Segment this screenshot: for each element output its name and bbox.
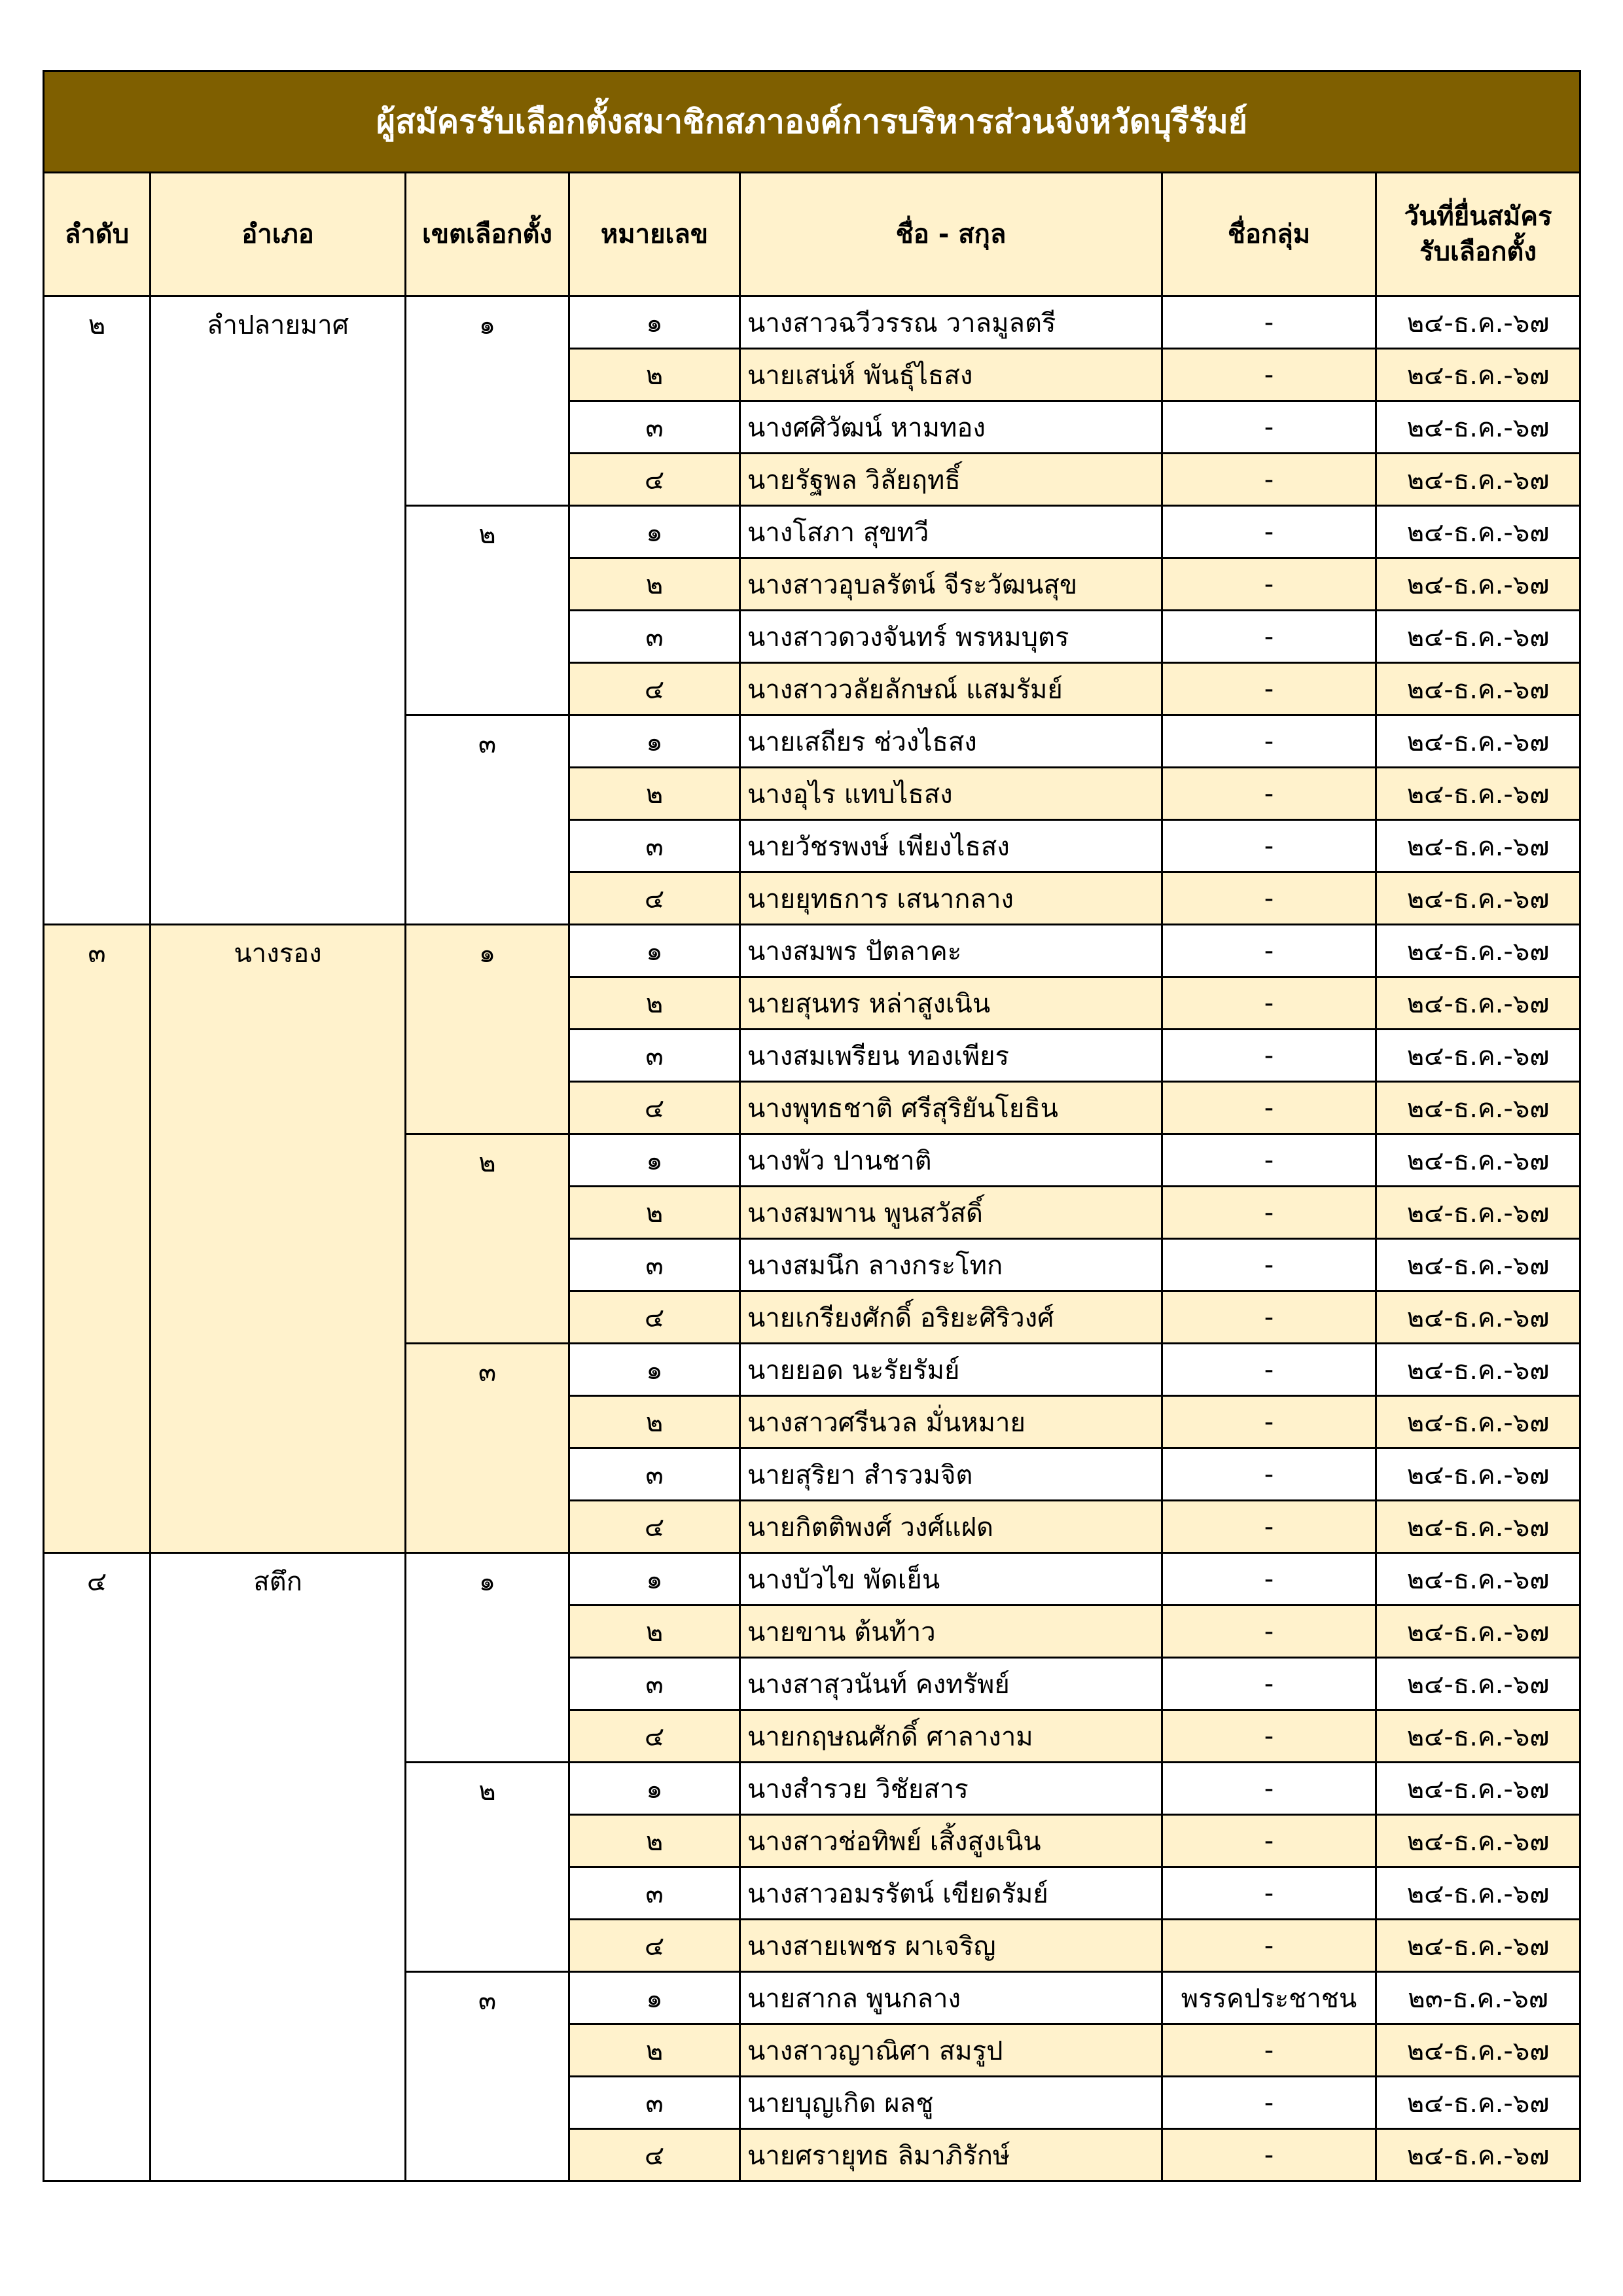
candidate-date-cell: ๒๔-ธ.ค.-๖๗ [1376,1815,1580,1867]
candidate-number-cell: ๓ [569,401,740,454]
candidate-date-cell: ๒๔-ธ.ค.-๖๗ [1376,715,1580,768]
header-group: ชื่อกลุ่ม [1162,173,1376,296]
candidate-group-cell: - [1162,1658,1376,1710]
candidate-table [43,70,1581,2182]
candidate-date-cell: ๒๔-ธ.ค.-๖๗ [1376,401,1580,454]
candidate-name-cell: นางสาวอุบลรัตน์ จีระวัฒนสุข [740,558,1162,611]
candidate-number-cell: ๔ [569,454,740,506]
candidate-group-cell: - [1162,872,1376,925]
candidate-group-cell: - [1162,1815,1376,1867]
candidate-number-cell: ๓ [569,1658,740,1710]
district-cell: ลำปลายมาศ [151,296,406,925]
candidate-date-cell: ๒๔-ธ.ค.-๖๗ [1376,1763,1580,1815]
zone-cell: ๑ [406,925,569,1134]
header-date-line1: วันที่ยื่นสมัคร [1404,202,1552,232]
candidate-number-cell: ๓ [569,1867,740,1920]
candidate-name-cell: นางสำรวย วิชัยสาร [740,1763,1162,1815]
candidate-name-cell: นางสมนึก ลางกระโทก [740,1239,1162,1291]
candidate-number-cell: ๒ [569,1605,740,1658]
candidate-name-cell: นายสุนทร หล่าสูงเนิน [740,977,1162,1030]
candidate-name-cell: นายเสถียร ช่วงไธสง [740,715,1162,768]
candidate-group-cell: - [1162,1448,1376,1501]
candidate-group-cell: - [1162,1291,1376,1344]
district-cell: นางรอง [151,925,406,1553]
candidate-name-cell: นายกิตติพงศ์ วงศ์แฝด [740,1501,1162,1553]
candidate-group-cell: - [1162,2077,1376,2129]
candidate-name-cell: นางพุทธชาติ ศรีสุริยันโยธิน [740,1082,1162,1134]
candidate-date-cell: ๒๓-ธ.ค.-๖๗ [1376,1972,1580,2024]
candidate-date-cell: ๒๔-ธ.ค.-๖๗ [1376,2024,1580,2077]
candidate-date-cell: ๒๔-ธ.ค.-๖๗ [1376,611,1580,663]
candidate-date-cell: ๒๔-ธ.ค.-๖๗ [1376,349,1580,401]
candidate-group-cell: - [1162,2129,1376,2181]
candidate-name-cell: นายยอด นะรัยรัมย์ [740,1344,1162,1396]
header-date-line2: รับเลือกตั้ง [1419,237,1537,267]
candidate-number-cell: ๑ [569,1972,740,2024]
candidate-group-cell: - [1162,401,1376,454]
candidate-group-cell: - [1162,1553,1376,1605]
candidate-number-cell: ๒ [569,768,740,820]
candidate-number-cell: ๔ [569,1501,740,1553]
candidate-group-cell: - [1162,663,1376,715]
table-row [44,1553,1580,1605]
candidate-number-cell: ๒ [569,349,740,401]
candidate-date-cell: ๒๔-ธ.ค.-๖๗ [1376,1396,1580,1448]
candidate-group-cell: - [1162,1920,1376,1972]
zone-cell: ๓ [406,1344,569,1553]
header-date [1376,173,1580,296]
candidate-date-cell: ๒๔-ธ.ค.-๖๗ [1376,1239,1580,1291]
candidate-date-cell: ๒๔-ธ.ค.-๖๗ [1376,872,1580,925]
candidate-date-cell: ๒๔-ธ.ค.-๖๗ [1376,768,1580,820]
candidate-date-cell: ๒๔-ธ.ค.-๖๗ [1376,1605,1580,1658]
table-title: ผู้สมัครรับเลือกตั้งสมาชิกสภาองค์การบริหารส่วนจังหวัดบุรีรัมย์ [44,71,1580,173]
candidate-number-cell: ๒ [569,977,740,1030]
candidate-name-cell: นางสาวดวงจันทร์ พรหมบุตร [740,611,1162,663]
candidate-date-cell: ๒๔-ธ.ค.-๖๗ [1376,2129,1580,2181]
candidate-name-cell: นางอุไร แทบไธสง [740,768,1162,820]
candidate-group-cell: - [1162,1082,1376,1134]
zone-cell: ๒ [406,1134,569,1344]
candidate-number-cell: ๑ [569,1763,740,1815]
candidate-number-cell: ๔ [569,1920,740,1972]
candidate-group-cell: - [1162,1501,1376,1553]
order-cell: ๔ [44,1553,151,2181]
table-row [44,296,1580,349]
candidate-date-cell: ๒๔-ธ.ค.-๖๗ [1376,1344,1580,1396]
order-cell: ๓ [44,925,151,1553]
candidate-name-cell: นายสากล พูนกลาง [740,1972,1162,2024]
candidate-date-cell: ๒๔-ธ.ค.-๖๗ [1376,1920,1580,1972]
candidate-date-cell: ๒๔-ธ.ค.-๖๗ [1376,296,1580,349]
table-row [44,925,1580,977]
candidate-name-cell: นายเสน่ห์ พันธุ์ไธสง [740,349,1162,401]
candidate-name-cell: นางสาววลัยลักษณ์ แสมรัมย์ [740,663,1162,715]
header-number: หมายเลข [569,173,740,296]
header-row [44,173,1580,296]
candidate-number-cell: ๔ [569,872,740,925]
candidate-name-cell: นายสุริยา สำรวมจิต [740,1448,1162,1501]
candidate-number-cell: ๒ [569,2024,740,2077]
candidate-date-cell: ๒๔-ธ.ค.-๖๗ [1376,1553,1580,1605]
candidate-number-cell: ๑ [569,925,740,977]
header-district: อำเภอ [151,173,406,296]
candidate-group-cell: - [1162,1605,1376,1658]
candidate-name-cell: นายเกรียงศักดิ์ อริยะศิริวงศ์ [740,1291,1162,1344]
zone-cell: ๒ [406,1763,569,1972]
district-group [44,1553,1580,2181]
candidate-name-cell: นางสมพร ปัตลาคะ [740,925,1162,977]
candidate-date-cell: ๒๔-ธ.ค.-๖๗ [1376,820,1580,872]
candidate-number-cell: ๔ [569,1082,740,1134]
candidate-group-cell: - [1162,768,1376,820]
district-cell: สตึก [151,1553,406,2181]
candidate-date-cell: ๒๔-ธ.ค.-๖๗ [1376,663,1580,715]
candidate-group-cell: - [1162,1763,1376,1815]
candidate-name-cell: นางโสภา สุขทวี [740,506,1162,558]
candidate-date-cell: ๒๔-ธ.ค.-๖๗ [1376,1867,1580,1920]
candidate-number-cell: ๓ [569,1239,740,1291]
candidate-date-cell: ๒๔-ธ.ค.-๖๗ [1376,1658,1580,1710]
candidate-name-cell: นางบัวไข พัดเย็น [740,1553,1162,1605]
candidate-group-cell: - [1162,1710,1376,1763]
candidate-name-cell: นางสาวช่อทิพย์ เสิ้งสูงเนิน [740,1815,1162,1867]
candidate-number-cell: ๔ [569,1710,740,1763]
header-zone: เขตเลือกตั้ง [406,173,569,296]
candidate-name-cell: นางพัว ปานชาติ [740,1134,1162,1187]
zone-cell: ๓ [406,715,569,925]
candidate-number-cell: ๔ [569,2129,740,2181]
zone-cell: ๑ [406,296,569,506]
candidate-group-cell: - [1162,2024,1376,2077]
candidate-date-cell: ๒๔-ธ.ค.-๖๗ [1376,506,1580,558]
candidate-group-cell: - [1162,1867,1376,1920]
candidate-date-cell: ๒๔-ธ.ค.-๖๗ [1376,454,1580,506]
candidate-number-cell: ๑ [569,1344,740,1396]
candidate-group-cell: - [1162,925,1376,977]
zone-cell: ๓ [406,1972,569,2181]
candidate-number-cell: ๒ [569,558,740,611]
candidate-name-cell: นายรัฐพล วิลัยฤทธิ์ [740,454,1162,506]
candidate-number-cell: ๓ [569,820,740,872]
candidate-group-cell: - [1162,454,1376,506]
candidate-date-cell: ๒๔-ธ.ค.-๖๗ [1376,1291,1580,1344]
candidate-number-cell: ๑ [569,1553,740,1605]
candidate-date-cell: ๒๔-ธ.ค.-๖๗ [1376,558,1580,611]
zone-cell: ๒ [406,506,569,715]
candidate-group-cell: - [1162,820,1376,872]
candidate-group-cell: - [1162,715,1376,768]
candidate-name-cell: นางสาสุวนันท์ คงทรัพย์ [740,1658,1162,1710]
district-group [44,925,1580,1553]
candidate-name-cell: นางสาวญาณิศา สมรูป [740,2024,1162,2077]
candidate-date-cell: ๒๔-ธ.ค.-๖๗ [1376,1082,1580,1134]
candidate-number-cell: ๒ [569,1396,740,1448]
candidate-number-cell: ๔ [569,1291,740,1344]
candidate-number-cell: ๒ [569,1187,740,1239]
candidate-date-cell: ๒๔-ธ.ค.-๖๗ [1376,977,1580,1030]
header-name: ชื่อ - สกุล [740,173,1162,296]
candidate-name-cell: นางสาวอมรรัตน์ เขียดรัมย์ [740,1867,1162,1920]
district-group [44,296,1580,925]
candidate-name-cell: นายศรายุทธ ลิมาภิรักษ์ [740,2129,1162,2181]
candidate-group-cell: - [1162,1344,1376,1396]
candidate-number-cell: ๓ [569,1030,740,1082]
candidate-date-cell: ๒๔-ธ.ค.-๖๗ [1376,1448,1580,1501]
candidate-name-cell: นางศศิวัฒน์ หามทอง [740,401,1162,454]
candidate-name-cell: นางสมเพรียน ทองเพียร [740,1030,1162,1082]
candidate-number-cell: ๓ [569,1448,740,1501]
candidate-date-cell: ๒๔-ธ.ค.-๖๗ [1376,1187,1580,1239]
candidate-date-cell: ๒๔-ธ.ค.-๖๗ [1376,925,1580,977]
candidate-name-cell: นางสาวฉวีวรรณ วาลมูลตรี [740,296,1162,349]
candidate-group-cell: - [1162,1239,1376,1291]
candidate-name-cell: นายขาน ต้นท้าว [740,1605,1162,1658]
candidate-number-cell: ๓ [569,611,740,663]
candidate-number-cell: ๑ [569,506,740,558]
candidate-name-cell: นายบุญเกิด ผลชู [740,2077,1162,2129]
candidate-date-cell: ๒๔-ธ.ค.-๖๗ [1376,1710,1580,1763]
zone-cell: ๑ [406,1553,569,1763]
candidate-name-cell: นายยุทธการ เสนากลาง [740,872,1162,925]
candidate-group-cell: - [1162,506,1376,558]
candidate-number-cell: ๑ [569,715,740,768]
candidate-group-cell: - [1162,1396,1376,1448]
candidate-group-cell: - [1162,558,1376,611]
candidate-date-cell: ๒๔-ธ.ค.-๖๗ [1376,2077,1580,2129]
candidate-name-cell: นายกฤษณศักดิ์ ศาลางาม [740,1710,1162,1763]
header-order: ลำดับ [44,173,151,296]
candidate-number-cell: ๔ [569,663,740,715]
candidate-group-cell: พรรคประชาชน [1162,1972,1376,2024]
candidate-date-cell: ๒๔-ธ.ค.-๖๗ [1376,1501,1580,1553]
candidate-group-cell: - [1162,1187,1376,1239]
candidate-number-cell: ๑ [569,296,740,349]
candidate-date-cell: ๒๔-ธ.ค.-๖๗ [1376,1030,1580,1082]
candidate-number-cell: ๑ [569,1134,740,1187]
candidate-number-cell: ๒ [569,1815,740,1867]
candidate-group-cell: - [1162,349,1376,401]
candidate-group-cell: - [1162,611,1376,663]
candidate-name-cell: นายวัชรพงษ์ เพียงไธสง [740,820,1162,872]
candidate-list-document [43,70,1579,2182]
candidate-name-cell: นางสายเพชร ผาเจริญ [740,1920,1162,1972]
candidate-number-cell: ๓ [569,2077,740,2129]
candidate-group-cell: - [1162,1134,1376,1187]
candidate-date-cell: ๒๔-ธ.ค.-๖๗ [1376,1134,1580,1187]
order-cell: ๒ [44,296,151,925]
candidate-group-cell: - [1162,977,1376,1030]
candidate-group-cell: - [1162,1030,1376,1082]
candidate-group-cell: - [1162,296,1376,349]
candidate-name-cell: นางสมพาน พูนสวัสดิ์ [740,1187,1162,1239]
candidate-name-cell: นางสาวศรีนวล มั่นหมาย [740,1396,1162,1448]
